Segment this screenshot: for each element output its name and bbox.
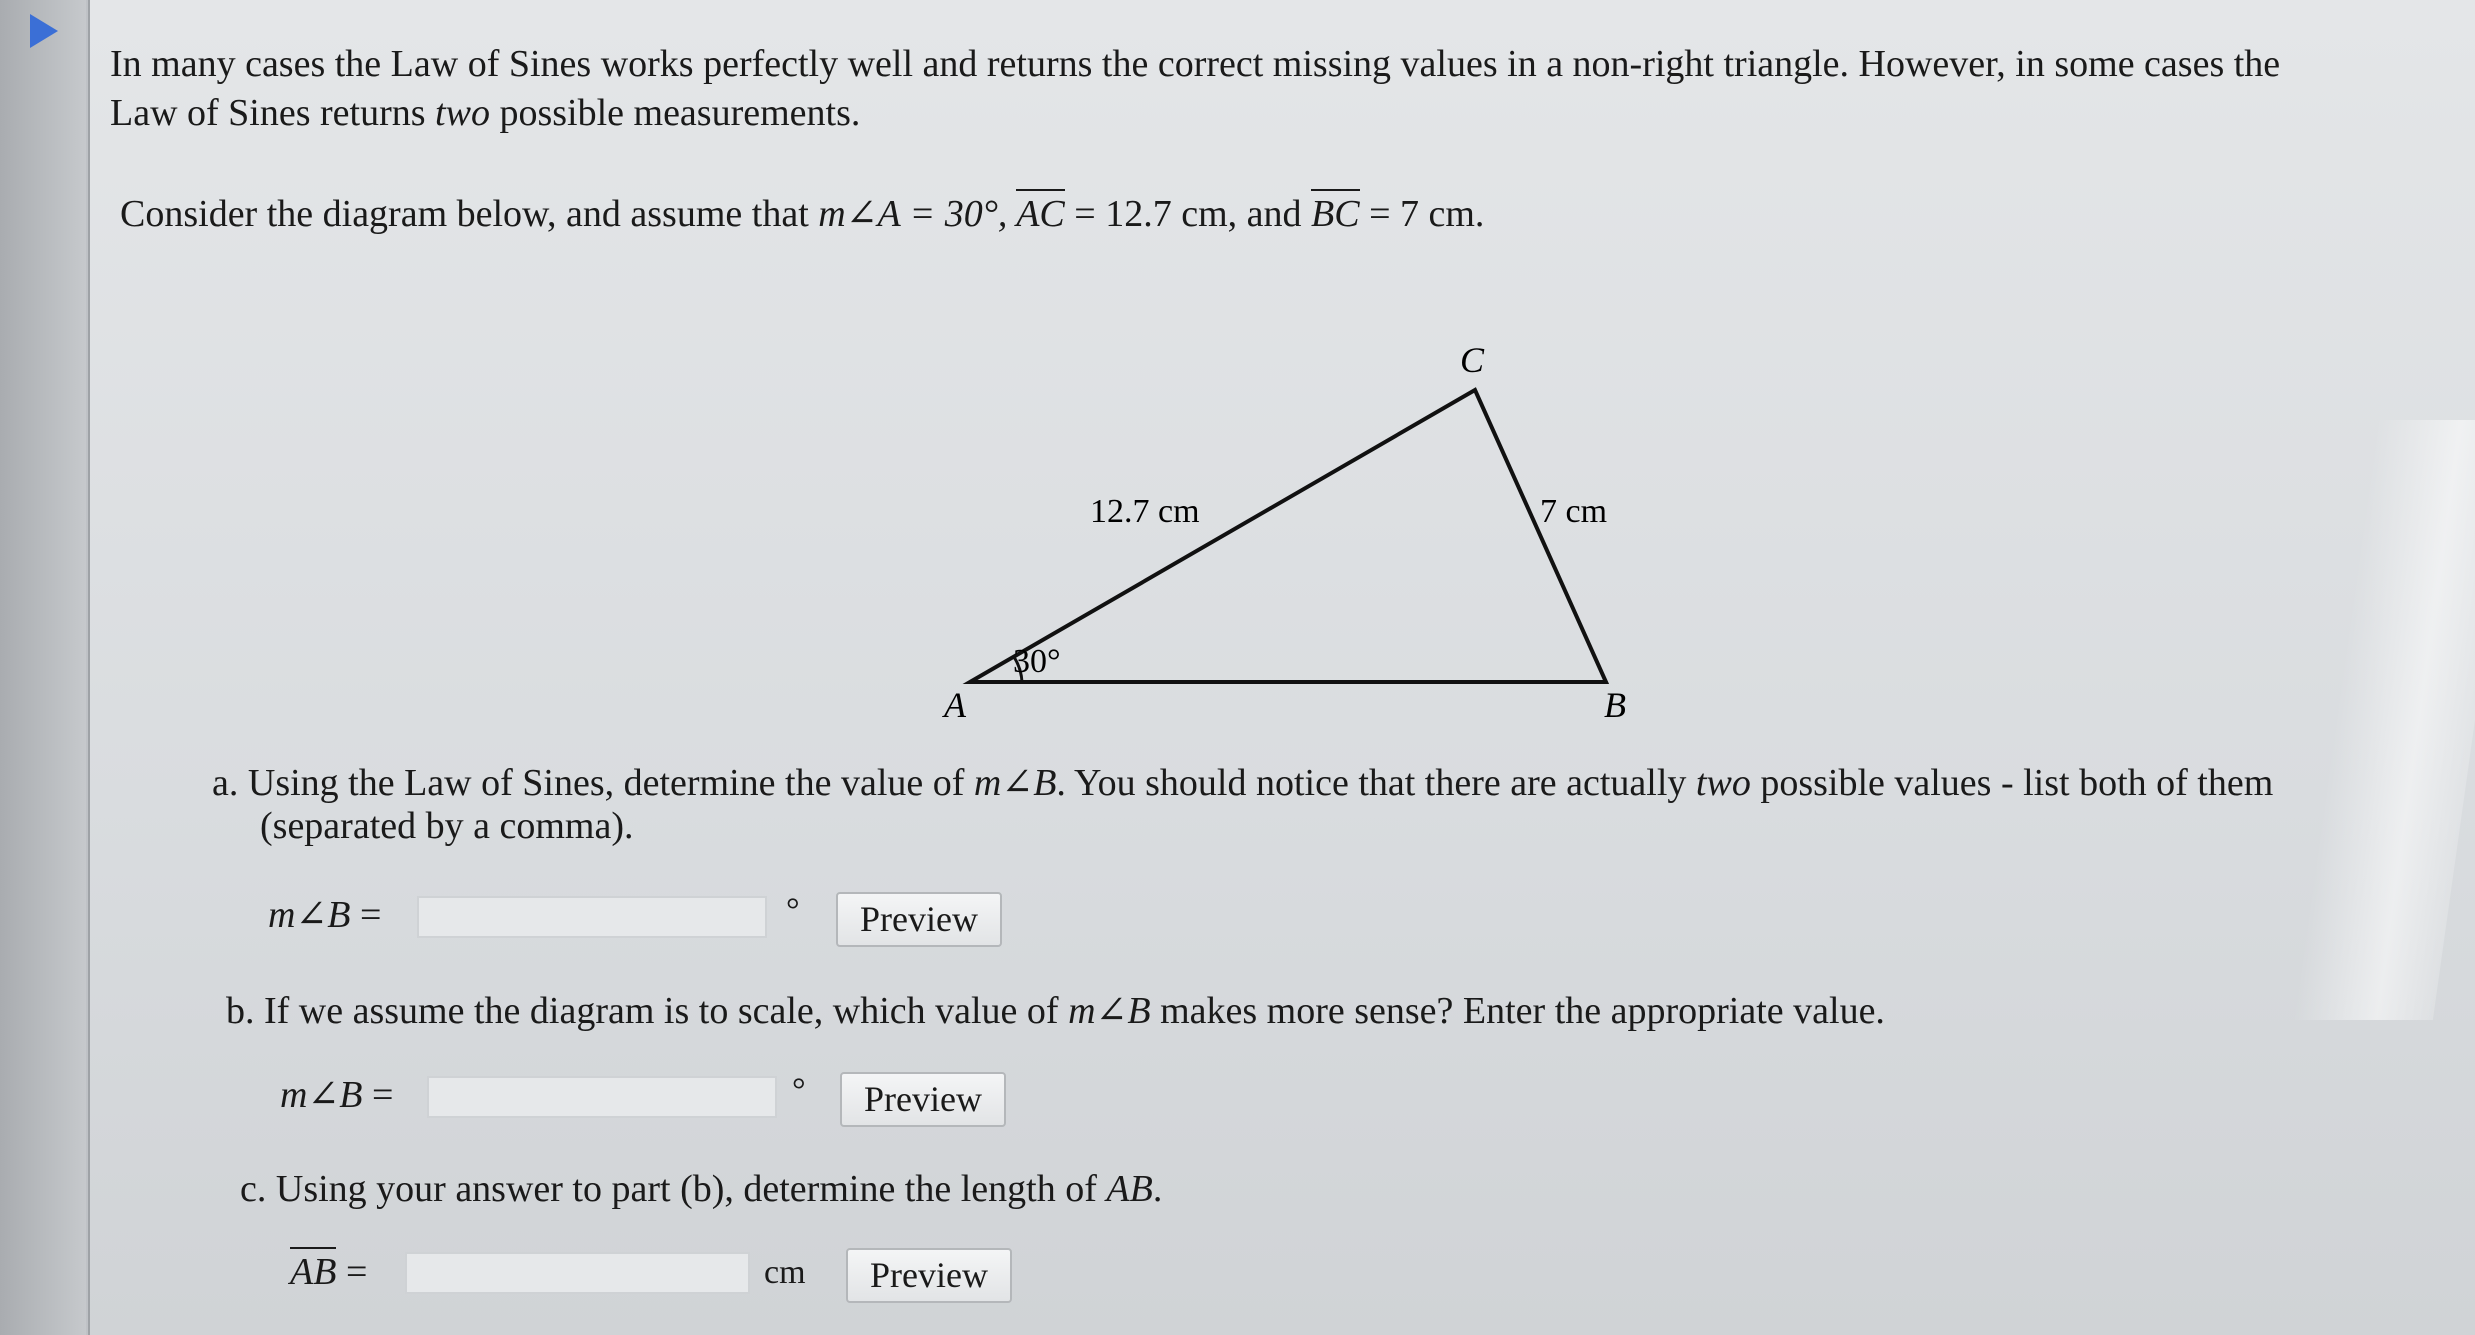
side-bc-label: 7 cm [1540, 493, 1608, 530]
left-gutter [0, 0, 86, 1335]
question-a-expr: m∠B [973, 762, 1057, 804]
collapse-arrow-icon[interactable] [30, 14, 58, 48]
question-c-expr: AB [1106, 1168, 1153, 1210]
triangle-abc [970, 390, 1606, 682]
question-a-line2: (separated by a comma). [260, 805, 634, 847]
answer-b-equals: = [362, 1074, 394, 1116]
segment-ac: AC [1016, 189, 1065, 235]
problem-intro [110, 40, 2440, 138]
preview-button-b[interactable]: Preview [840, 1072, 1006, 1127]
answer-c-segment: AB [290, 1247, 336, 1293]
question-b-text-2: makes more sense? Enter the appropriate value. [1150, 990, 1885, 1032]
question-c-period: . [1152, 1168, 1163, 1210]
side-ac-label: 12.7 cm [1090, 493, 1200, 530]
question-b-expr: m∠B [1068, 990, 1151, 1032]
intro-line-2b: possible measurements. [489, 92, 861, 134]
question-a [212, 762, 2273, 805]
answer-c-label [290, 1250, 367, 1294]
question-c-marker: c. [240, 1168, 267, 1210]
given-ac-value: = 12.7 cm, and [1064, 193, 1312, 235]
question-b [226, 990, 1885, 1033]
answer-b-expr: m∠B [280, 1074, 363, 1116]
preview-button-c[interactable]: Preview [846, 1248, 1012, 1303]
question-b-marker: b. [226, 990, 255, 1032]
given-prefix: Consider the diagram below, and assume that [120, 193, 819, 235]
question-c [240, 1168, 1162, 1211]
question-b-text-1: If we assume the diagram is to scale, which value of [264, 990, 1069, 1032]
question-c-text: Using your answer to part (b), determine the length of [275, 1168, 1107, 1210]
question-a-text-2: . You should notice that there are actually [1056, 762, 1696, 804]
vertex-a-label: A [944, 685, 966, 725]
vertex-c-label: C [1460, 340, 1485, 380]
answer-c-input[interactable] [405, 1252, 750, 1294]
cm-unit-c: cm [764, 1254, 806, 1291]
intro-line-1: In many cases the Law of Sines works perfectly well and returns the correct missing values in a non-right triangle. However, in some cases the [110, 43, 2281, 85]
vertex-b-label: B [1604, 685, 1626, 725]
answer-a-expr: m∠B [268, 894, 351, 936]
given-angle: m∠A = 30°, [818, 193, 1017, 235]
intro-emphasis: two [435, 92, 490, 134]
preview-button-a[interactable]: Preview [836, 892, 1002, 947]
intro-line-2a: Law of Sines returns [110, 92, 436, 134]
answer-a-input[interactable] [417, 896, 767, 938]
question-a-emphasis: two [1695, 762, 1751, 804]
degree-unit-a: ° [786, 892, 800, 929]
given-statement [120, 190, 1484, 239]
answer-a-equals: = [350, 894, 382, 936]
angle-a-label: 30° [1013, 643, 1061, 680]
triangle-diagram [900, 320, 1720, 740]
question-a-marker: a. [212, 762, 239, 804]
segment-bc: BC [1311, 189, 1360, 235]
answer-b-label [280, 1072, 393, 1117]
degree-unit-b: ° [792, 1072, 806, 1109]
answer-b-input[interactable] [427, 1076, 777, 1118]
given-bc-value: = 7 cm. [1359, 193, 1485, 235]
answer-c-equals: = [336, 1251, 368, 1293]
question-a-text-3: possible values - list both of them [1750, 762, 2274, 804]
answer-a-label [268, 892, 381, 937]
question-a-text-1: Using the Law of Sines, determine the value of [247, 762, 974, 804]
